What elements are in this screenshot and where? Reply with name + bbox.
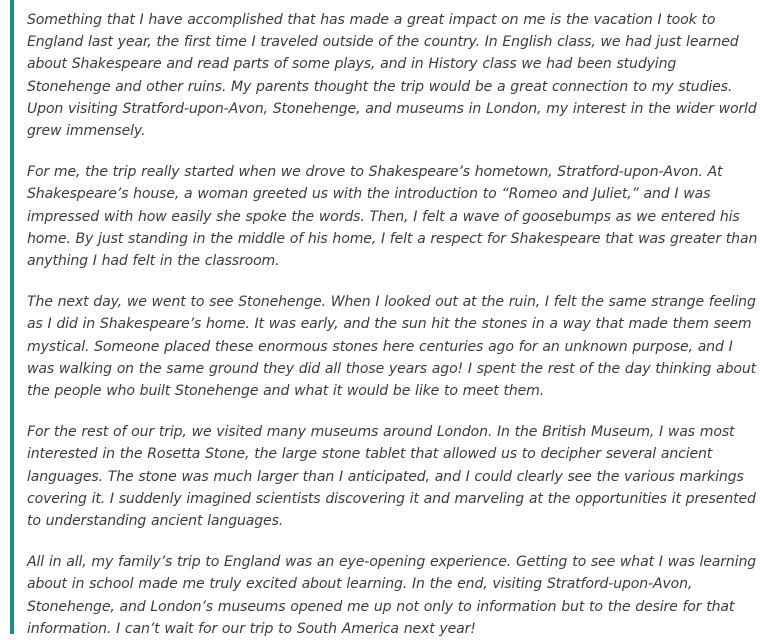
- essay-quote-block: [10, 0, 774, 637]
- essay-paragraph-4: For the rest of our trip, we visited many museums around London. In the British Museum, I was most interested in the Rosetta Stone, the large stone tablet that allowed us to decipher several ancient languages. The stone was much larger than I anticipated, and I could clearly see the various markings covering it. I suddenly imagined scientists discovering it and marveling at the opportunities it presented to understanding ancient languages.: [27, 424, 756, 530]
- essay-paragraph-5: All in all, my family’s trip to England was an eye-opening experience. Getting to see what I was learning about in school made me truly excited about learning. In the end, visiting Stratford-upon-Avon, Stonehenge, and London’s museums opened me up not only to information but to the desire for that information. I can’t wait for our trip to South America next year!: [27, 554, 757, 637]
- essay-paragraph-3: The next day, we went to see Stonehenge. When I looked out at the ruin, I felt the same strange feeling as I did in Shakespeare’s home. It was early, and the sun hit the stones in a way that made them seem mystical. Someone placed these enormous stones here centuries ago for an unknown purpose, and I was walking on the same ground they did all those years ago! I spent the rest of the day thinking about the people who built Stonehenge and what it would be like to meet them.: [27, 294, 757, 400]
- essay-paragraph-2: For me, the trip really started when we drove to Shakespeare’s hometown, Stratford-upon-Avon. At Shakespeare’s house, a woman greeted us with the introduction to “Romeo and Juliet,” and I was impressed with how easily she spoke the words. Then, I felt a wave of goosebumps as we entered his home. By just standing in the middle of his home, I felt a respect for Shakespeare that was greater than anything I had felt in the classroom.: [27, 164, 758, 270]
- essay-paragraph-1: Something that I have accomplished that has made a great impact on me is the vacation I took to England last year, the first time I traveled outside of the country. In English class, we had just learned about Shakespeare and read parts of some plays, and in History class we had been studying Stonehenge and other ruins. My parents thought the trip would be a great connection to my studies. Upon visiting Stratford-upon-Avon, Stonehenge, and museums in London, my interest in the wider world grew immensely.: [27, 12, 757, 140]
